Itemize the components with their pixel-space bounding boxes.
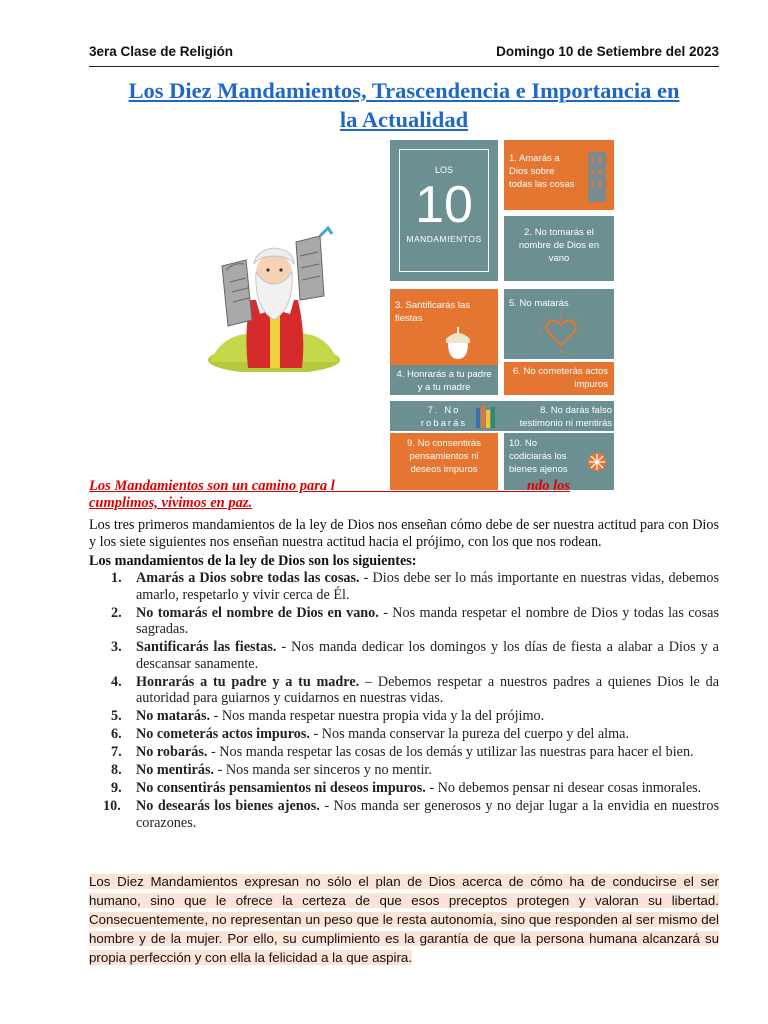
slogan <box>89 478 719 512</box>
list-item: 4. Honrarás a tu padre y a tu madre. – Debemos respetar a nuestros padres a quienes Dios le da autoridad para guiarnos y cuidarnos en nuestras vidas. <box>111 673 719 706</box>
moses-illustration <box>204 222 344 372</box>
list-item: 9. No consentirás pensamientos ni deseos impuros. - No debemos pensar ni desear cosas inmorales. <box>111 780 702 796</box>
tile-7: 7. No robarás <box>420 405 468 429</box>
slogan-line-1: Los Mandamientos son un camino para l ndo los <box>89 478 570 494</box>
closing-paragraph <box>89 872 719 967</box>
tile-1: 1. Amarás a Dios sobre todas las cosas <box>504 140 614 210</box>
list-item: 5. No matarás. - Nos manda respetar nuestra propia vida y la del prójimo. <box>111 708 545 724</box>
building-icon <box>586 148 608 202</box>
list-item: 8. No mentirás. - Nos manda ser sinceros y no mentir. <box>111 762 432 778</box>
intro-paragraph: Los tres primeros mandamientos de la ley de Dios nos enseñan cómo debe de ser nuestra actitud para con Dios y los siete siguientes nos enseñan nuestra actitud hacia el prójimo, con los que nos rodean. <box>89 517 719 550</box>
tile-3: 3. Santificarás las fiestas <box>390 289 498 365</box>
list-item: 6. No cometerás actos impuros. - Nos manda conservar la pureza del cuerpo y del alma. <box>111 726 629 742</box>
title-line-1: Los Diez Mandamientos, Trascendencia e Importancia en <box>128 78 680 103</box>
title-line-2: la Actualidad <box>339 107 469 132</box>
tile-2: 2. No tomarás el nombre de Dios en vano <box>504 216 614 281</box>
heart-icon <box>538 311 584 355</box>
tile-6: 6. No cometerás actos impuros <box>504 362 614 395</box>
closing-text: Los Diez Mandamientos expresan no sólo el plan de Dios acerca de cómo ha de conducirse el ser humano, sino que le ofrece la certeza de que esos preceptos protegen y valoran su libertad. Consecuentemente, no representan un peso que le resta autonomía, sino que responden al ser mismo del hombre y de la mujer. Por ello, su cumplimiento es la garantía de que la persona humana alcanzará su propia perfección y con ella la felicidad a la que aspira. <box>89 874 719 965</box>
tile-9: 9. No consentirás pensamientos ni deseos impuros <box>390 433 498 490</box>
tile-10: 10. No codiciarás los bienes ajenos <box>504 433 614 490</box>
list-item: 10. No desearás los bienes ajenos. - Nos manda ser generosos y no dejar lugar a la envidia en nuestros corazones. <box>103 798 719 831</box>
logo-mandamientos: MANDAMIENTOS <box>406 234 482 244</box>
books-icon <box>474 404 498 428</box>
logo-los: LOS <box>434 165 453 175</box>
list-item: 1. Amarás a Dios sobre todas las cosas. - Dios debe ser lo más importante en nuestras vidas, debemos amarlo, respetarlo y vivir cerca de Él. <box>111 570 719 603</box>
slogan-line-2: cumplimos, vivimos en paz. <box>89 495 253 511</box>
header-divider <box>89 66 719 67</box>
ten-commandments-infographic <box>390 140 616 490</box>
logo-number: 10 <box>415 176 473 234</box>
list-item: 3. Santificarás las fiestas. - Nos manda dedicar los domingos y los días de fiesta a alabar a Dios y a descansar sanamente. <box>111 639 719 672</box>
commandments-list <box>89 570 719 833</box>
tile-5: 5. No matarás <box>504 289 614 359</box>
tile-7-8-band <box>390 401 614 431</box>
date-label: Domingo 10 de Setiembre del 2023 <box>496 44 719 59</box>
tile-8: 8. No darás falso testimonio ni mentirás <box>519 405 612 429</box>
tile-4: 4. Honrarás a tu padre y a tu madre <box>390 365 498 395</box>
page-header <box>89 44 719 59</box>
class-label: 3era Clase de Religión <box>89 44 234 59</box>
list-heading: Los mandamientos de la ley de Dios son los siguientes: <box>89 553 417 569</box>
infographic-logo-tile <box>390 140 498 281</box>
page-title <box>89 76 719 134</box>
ornament-icon <box>586 451 608 473</box>
acorn-icon <box>444 325 472 361</box>
list-item: 7. No robarás. - Nos manda respetar las cosas de los demás y utilizar las nuestras para hacer el bien. <box>111 744 694 760</box>
list-item: 2. No tomarás el nombre de Dios en vano. - Nos manda respetar el nombre de Dios y todas las cosas sagradas. <box>111 604 719 637</box>
